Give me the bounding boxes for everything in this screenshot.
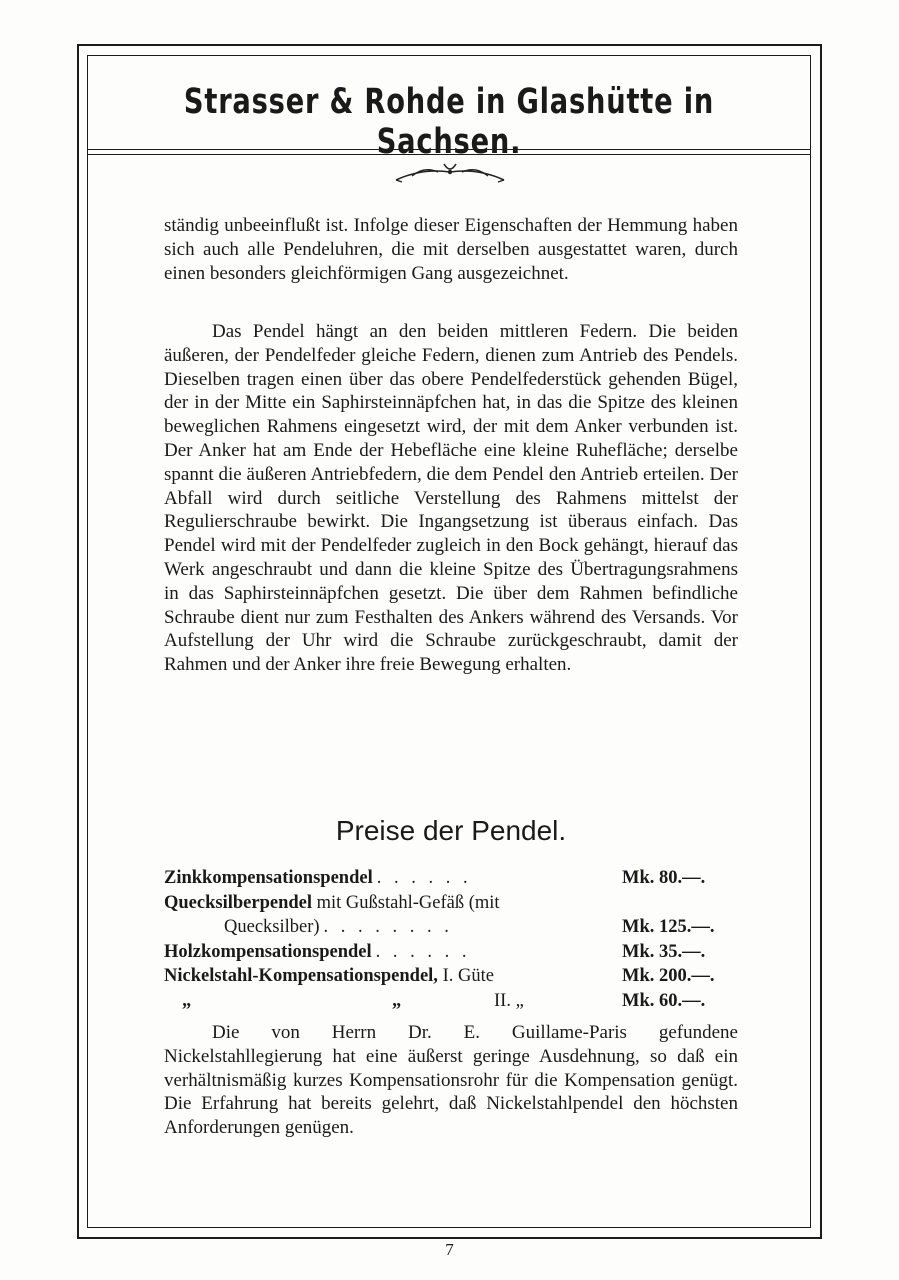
leader-dots: . . . . . . . .	[323, 917, 453, 937]
price-item-suffix: mit Gußstahl-Gefäß (mit	[312, 892, 500, 913]
price-row-nickelstahl-1	[164, 964, 744, 989]
price-item-suffix: I. Güte	[437, 966, 494, 986]
leader-dots: . . . . . .	[375, 941, 471, 962]
price-item-name: Holzkompensationspendel	[164, 941, 372, 962]
page-header-title: Strasser & Rohde in Glashütte in Sachsen.	[183, 82, 715, 162]
ditto-mark: „	[392, 990, 402, 1011]
page-number: 7	[445, 1240, 454, 1259]
body-paragraph-2: Das Pendel hängt an den beiden mittleren Federn. Die beiden äußeren, der Pendelfeder gleiche Federn, dienen zum Antrieb des Pendels. Dieselben tragen einen über das obere Pendelfederstück gehenden Bügel, der in der Mitte ein Saphirsteinnäpfchen hat, in das die Spitze des kleinen beweglichen Rahmens eingesetzt wird, der mit dem Anker verbunden ist. Der Anker hat am Ende der Hebefläche eine kleine Ruhefläche; derselbe spannt die äußeren Antriebfedern, die dem Pendel den Antrieb erteilen. Der Abfall wird durch seitliche Verstellung des Rahmens mittelst der Regulierschraube bewirkt. Die Ingangsetzung ist überaus einfach. Das Pendel wird mit der Pendelfeder zugleich in den Bock gehängt, hierauf das Werk angeschraubt und dann die kleine Spitze des Übertragungsrahmens in das Saphirsteinnäpfchen gesetzt. Die über dem Rahmen befindliche Schraube dient nur zum Festhalten des Ankers während des Versands. Vor Aufstellung der Uhr wird die Schraube zurückgeschraubt, damit der Rahmen und der Anker ihre freie Bewegung erhalten.	[164, 321, 738, 676]
closing-paragraph: Die von Herrn Dr. E. Guillame-Paris gefundene Nickelstahllegierung hat eine äußerst geringe Ausdehnung, so daß ein verhältnismäßig kurzes Kompensationsrohr für die Kompensation genügt. Die Erfahrung hat bereits gelehrt, daß Nickelstahlpendel den höchsten Anforderungen genügen.	[164, 1022, 738, 1139]
price-row-zink	[164, 866, 744, 891]
price-row-holz	[164, 940, 744, 965]
leader-dots: . . . . . .	[376, 868, 472, 888]
price-value: Mk. 35.—.	[622, 941, 706, 962]
price-value: Mk. 80.—.	[622, 868, 706, 888]
price-item-name: Nickelstahl-Kompensationspendel,	[164, 966, 438, 986]
price-value: Mk. 125.—.	[622, 917, 715, 937]
grade-label: II. „	[494, 990, 524, 1011]
price-item-suffix: Quecksilber)	[224, 917, 320, 937]
body-paragraph-1: ständig unbeeinflußt ist. Infolge dieser Eigenschaften der Hemmung haben sich auch alle Pendeluhren, die mit derselben ausgestattet waren, durch einen besonders gleichförmigen Gang ausgezeichnet.	[164, 215, 738, 284]
header-rule-top	[87, 149, 811, 150]
ditto-mark: „	[182, 990, 192, 1011]
ornament-icon	[392, 160, 508, 184]
price-value: Mk. 200.—.	[622, 966, 715, 986]
header-rule-bottom	[87, 154, 811, 155]
price-item-name: Quecksilberpendel	[164, 892, 313, 913]
price-list	[164, 866, 744, 1013]
price-row-nickelstahl-2	[164, 989, 744, 1014]
price-row-quecksilber	[164, 891, 744, 916]
prices-heading: Preise der Pendel.	[335, 815, 567, 846]
price-item-name: Zinkkompensationspendel	[164, 868, 373, 888]
price-row-quecksilber-cont	[164, 915, 744, 940]
price-value: Mk. 60.—.	[622, 990, 706, 1011]
